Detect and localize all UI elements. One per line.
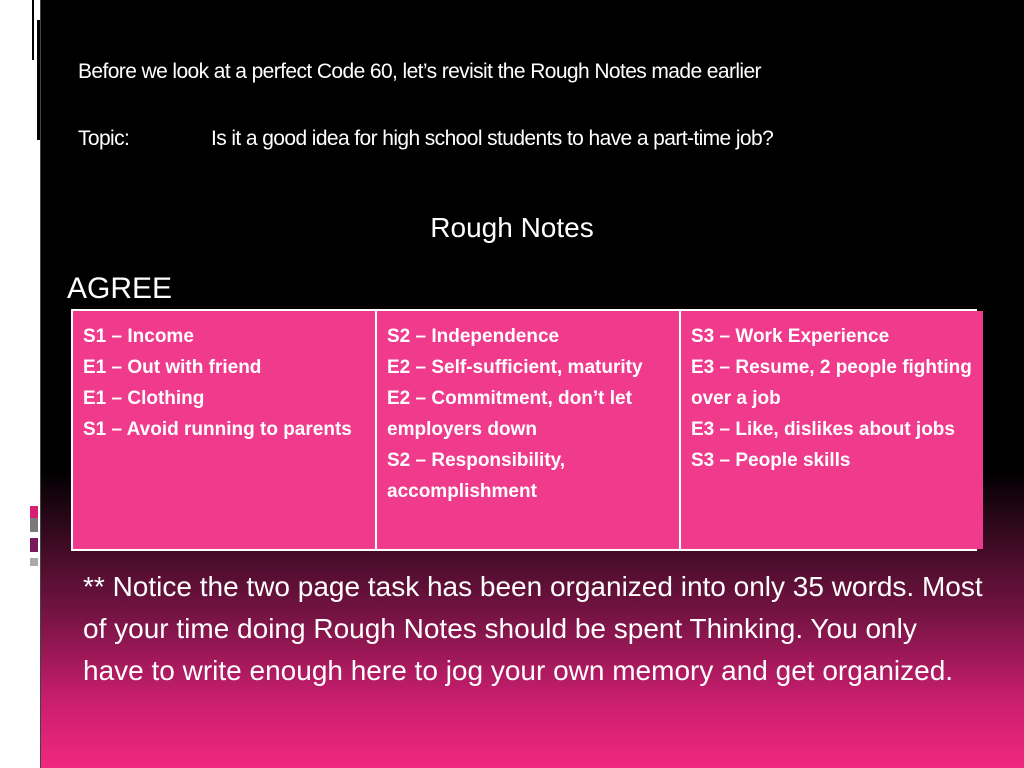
note-line: S2 – Independence <box>387 326 560 347</box>
note-line: S3 – People skills <box>691 450 851 471</box>
decorative-bar <box>32 0 34 60</box>
agree-label: AGREE <box>67 272 173 305</box>
slide-title: Before we look at a perfect Code 60, let’s revisit the Rough Notes made earlier <box>78 60 761 83</box>
rough-notes-heading: Rough Notes <box>430 212 594 243</box>
note-line: E1 – Clothing <box>83 388 205 409</box>
slide-topic <box>78 127 998 151</box>
decorative-square <box>30 538 38 552</box>
topic-text: Is it a good idea for high school students to have a part-time job? <box>211 127 774 150</box>
decorative-bars <box>18 0 40 768</box>
decorative-square <box>30 558 38 566</box>
slide-note: ** Notice the two page task has been organized into only 35 words. Most of your time doing Rough Notes should be spent Thinking. You only have to write enough here to jog your own memory and get organized. <box>83 571 983 686</box>
note-line: S1 – Income <box>83 326 194 347</box>
decorative-bar <box>37 20 40 140</box>
decorative-bar <box>42 40 44 120</box>
notes-column-2 <box>377 311 679 549</box>
sidebar-divider <box>40 0 41 768</box>
note-line: E3 – Resume, 2 people fighting over a job <box>691 357 972 409</box>
note-line: E2 – Commitment, don’t let employers down <box>387 388 632 440</box>
note-line: S1 – Avoid running to parents <box>83 419 352 440</box>
notes-column-1 <box>73 311 375 549</box>
decorative-square <box>30 518 38 532</box>
note-line: E2 – Self-sufficient, maturity <box>387 357 643 378</box>
rough-notes-table <box>71 309 977 551</box>
note-line: E3 – Like, dislikes about jobs <box>691 419 955 440</box>
note-line: S2 – Responsibility, accomplishment <box>387 450 566 502</box>
notes-column-3 <box>681 311 983 549</box>
note-line: E1 – Out with friend <box>83 357 262 378</box>
note-line: S3 – Work Experience <box>691 326 890 347</box>
topic-label: Topic: <box>78 127 130 150</box>
